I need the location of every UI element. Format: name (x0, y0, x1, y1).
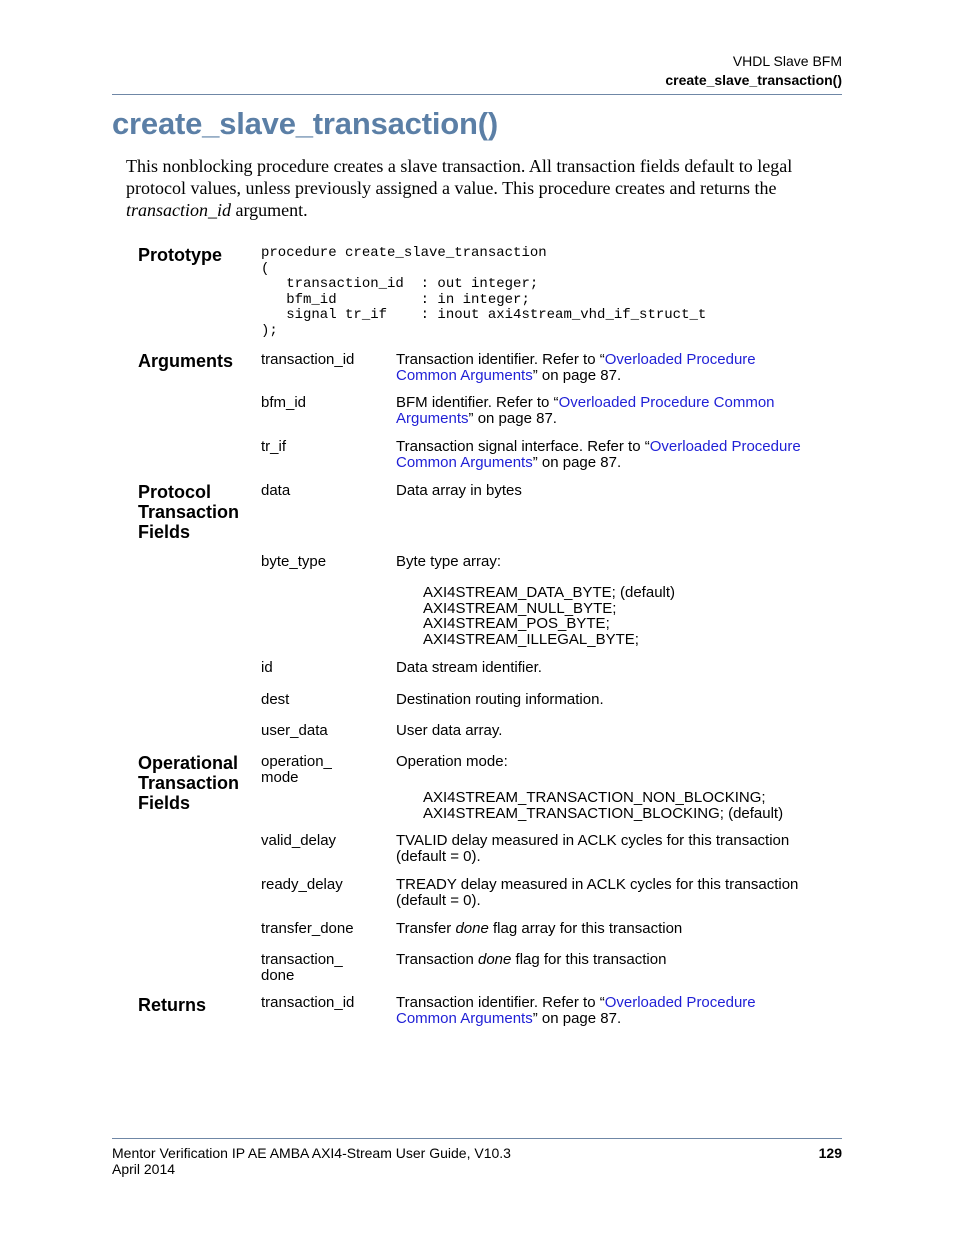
enum-value: AXI4STREAM_TRANSACTION_NON_BLOCKING; (423, 789, 766, 806)
enum-value: AXI4STREAM_POS_BYTE; (423, 615, 610, 632)
section-arguments: Arguments (138, 351, 234, 371)
page-title: create_slave_transaction() (112, 106, 498, 141)
code-line: bfm_id : in integer; (261, 291, 530, 308)
code-line: ( (261, 260, 270, 277)
intro-text-1: This nonblocking procedure creates a slave transaction. All transaction fields default to legal protocol values, unless previously assigned a value. This procedure creates and returns the (126, 156, 793, 198)
operation-mode-values (423, 790, 783, 821)
desc-text: Transaction identifier. Refer to “ (396, 351, 605, 368)
desc-text: ” on page 87. (532, 1010, 622, 1027)
field-desc-data: Data array in bytes (396, 482, 522, 499)
field-desc-user-data: User data array. (396, 722, 503, 739)
field-term-user-data: user_data (261, 722, 328, 739)
field-desc-dest: Destination routing information. (396, 691, 604, 708)
arg-term-bfm-id: bfm_id (261, 394, 307, 411)
footer-date: April 2014 (112, 1161, 176, 1177)
footer-rule (112, 1138, 842, 1139)
intro-emphasis: transaction_id (126, 200, 232, 220)
desc-text: BFM identifier. Refer to “ (396, 394, 559, 411)
arg-desc-transaction-id (396, 352, 826, 384)
xref-link[interactable]: Overloaded Procedure Common Arguments (396, 438, 801, 471)
field-term-dest: dest (261, 691, 290, 708)
field-term-operation-mode: operation_ mode (261, 753, 332, 786)
running-header-topic: create_slave_transaction() (665, 72, 842, 88)
section-returns: Returns (138, 995, 207, 1015)
enum-value: AXI4STREAM_NULL_BYTE; (423, 599, 617, 617)
returns-desc (396, 995, 826, 1027)
field-desc-valid-delay: TVALID delay measured in ACLK cycles for this transaction (default = 0). (396, 832, 790, 865)
field-term-transaction-done: transaction_ done (261, 951, 343, 984)
field-desc-transaction-done: Transaction done flag for this transaction (396, 951, 667, 968)
section-prototype: Prototype (138, 245, 223, 265)
xref-link[interactable]: Overloaded Procedure Common Arguments (396, 351, 756, 384)
desc-text: ” on page 87. (532, 367, 622, 384)
header-rule (112, 94, 842, 95)
desc-text: Transaction signal interface. Refer to “ (396, 438, 650, 455)
code-line: procedure create_slave_transaction (261, 245, 547, 261)
page-number: 129 (818, 1145, 842, 1161)
field-term-ready-delay: ready_delay (261, 876, 343, 893)
field-term-id: id (261, 659, 273, 676)
prototype-code (261, 246, 706, 339)
arg-term-transaction-id: transaction_id (261, 351, 355, 368)
xref-link[interactable]: Overloaded Procedure Common Arguments (396, 994, 756, 1027)
field-desc-byte-type: Byte type array: (396, 553, 502, 570)
enum-value: AXI4STREAM_TRANSACTION_BLOCKING; (default) (423, 804, 784, 822)
intro-text-2: argument. (231, 200, 308, 220)
section-operational-transaction-fields: Operational Transaction Fields (138, 753, 240, 813)
code-line: ); (261, 322, 278, 339)
field-term-transfer-done: transfer_done (261, 920, 354, 937)
code-line: signal tr_if : inout axi4stream_vhd_if_struct_t (261, 307, 707, 323)
desc-text: ” on page 87. (532, 454, 622, 471)
arg-term-tr-if: tr_if (261, 438, 287, 455)
byte-type-values (423, 585, 675, 647)
returns-term: transaction_id (261, 994, 355, 1011)
footer-doc-title: Mentor Verification IP AE AMBA AXI4-Stream User Guide, V10.3 (112, 1145, 511, 1161)
enum-value: AXI4STREAM_ILLEGAL_BYTE; (423, 630, 639, 648)
field-term-valid-delay: valid_delay (261, 832, 337, 849)
field-term-data: data (261, 482, 291, 499)
field-desc-operation-mode: Operation mode: (396, 753, 508, 770)
arg-desc-bfm-id (396, 395, 826, 427)
code-line: transaction_id : out integer; (261, 276, 539, 292)
field-desc-transfer-done: Transfer done flag array for this transaction (396, 920, 683, 937)
running-header-chapter: VHDL Slave BFM (732, 53, 842, 69)
field-desc-ready-delay: TREADY delay measured in ACLK cycles for this transaction (default = 0). (396, 876, 799, 909)
desc-text: ” on page 87. (468, 410, 557, 427)
desc-text: Transaction identifier. Refer to “ (396, 994, 605, 1011)
arg-desc-tr-if (396, 439, 826, 471)
enum-value: AXI4STREAM_DATA_BYTE; (default) (423, 584, 676, 601)
xref-link[interactable]: Overloaded Procedure Common Arguments (396, 394, 775, 427)
intro-paragraph (126, 155, 836, 221)
section-protocol-transaction-fields: Protocol Transaction Fields (138, 482, 240, 542)
field-desc-id: Data stream identifier. (396, 659, 542, 676)
field-term-byte-type: byte_type (261, 553, 327, 570)
